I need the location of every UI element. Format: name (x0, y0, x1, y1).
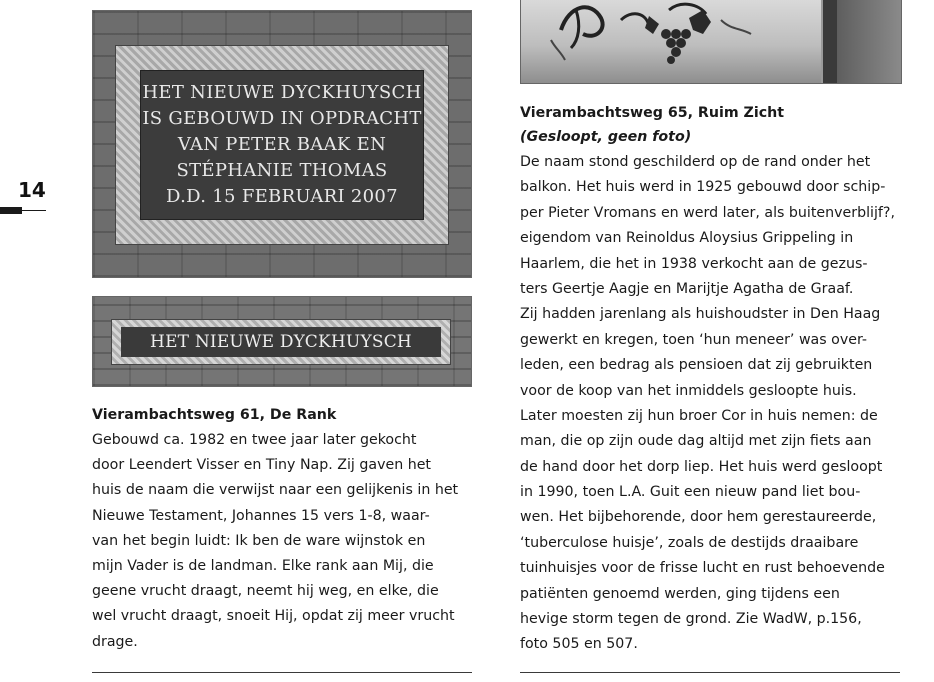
article-line: wen. Het bijbehorende, door hem gerestaureerde, (520, 509, 877, 526)
article-line: door Leendert Visser en Tiny Nap. Zij gaven het (92, 457, 431, 474)
plaque-line: IS GEBOUWD IN OPDRACHT (142, 108, 422, 129)
article-line: ‘tuberculose huisje’, zoals de destijds draaibare (520, 534, 859, 551)
article-subheading: (Gesloopt, geen foto) (520, 129, 692, 145)
article-line: ters Geertje Aagje en Marijtje Agatha de Graaf. (520, 280, 854, 297)
article-heading: Vierambachtsweg 61, De Rank (92, 407, 337, 423)
article-line: tuinhuisjes voor de frisse lucht en rust behoevende (520, 560, 885, 577)
plaque-line: D.D. 15 FEBRUARI 2007 (166, 186, 398, 207)
page-marker (0, 207, 46, 214)
article-vierambachtsweg-61 (92, 404, 472, 655)
house-name-text: HET NIEUWE DYCKHUYSCH (150, 332, 412, 352)
article-line: Nieuwe Testament, Johannes 15 vers 1-8, waar- (92, 507, 430, 524)
article-line: leden, een bedrag als pensioen dat zij gebruikten (520, 357, 873, 374)
article-line: wel vrucht draagt, snoeit Hij, opdat zij meer vrucht (92, 608, 455, 625)
article-line: gewerkt en kregen, toen ‘hun meneer’ was over- (520, 331, 867, 348)
article-line: Zij hadden jarenlang als huishoudster in Den Haag (520, 306, 881, 323)
column-divider-left (92, 672, 472, 673)
house-name-plaque-photo (92, 296, 472, 387)
page-number: 14 (18, 178, 46, 202)
house-name-plaque (111, 319, 451, 365)
plaque-line: STÉPHANIE THOMAS (176, 160, 388, 181)
stone-plaque (115, 45, 449, 245)
column-divider-right (520, 672, 900, 673)
article-line: de hand door het dorp liep. Het huis werd gesloopt (520, 458, 883, 475)
plaque-photo-inscription (92, 10, 472, 278)
article-line: in 1990, toen L.A. Guit een nieuw pand liet bou- (520, 484, 861, 501)
article-line: huis de naam die verwijst naar een gelijkenis in het (92, 482, 459, 499)
article-line: Haarlem, die het in 1938 verkocht aan de gezus- (520, 255, 868, 272)
photo-post (823, 0, 837, 83)
article-line: man, die op zijn oude dag altijd met zijn fiets aan (520, 433, 872, 450)
article-line: per Pieter Vromans en werd later, als buitenverblijf?, (520, 204, 895, 221)
article-line: balkon. Het huis werd in 1925 gebouwd door schip- (520, 179, 886, 196)
article-line: mijn Vader is de landman. Elke rank aan Mij, die (92, 557, 434, 574)
house-name-inscription (121, 327, 441, 357)
article-line: De naam stond geschilderd op de rand onder het (520, 154, 871, 170)
article-line: drage. (92, 633, 138, 650)
article-line: patiënten genoemd werden, ging tijdens een (520, 585, 840, 602)
grape-ornament-graphic (521, 0, 821, 83)
photo-background (837, 0, 901, 83)
article-vierambachtsweg-65 (520, 102, 900, 658)
article-line: eigendom van Reinoldus Aloysius Grippeling in (520, 230, 854, 247)
painted-sign-photo (520, 0, 902, 84)
article-heading: Vierambachtsweg 65, Ruim Zicht (520, 105, 784, 121)
article-line: foto 505 en 507. (520, 636, 638, 653)
article-line: geene vrucht draagt, neemt hij weg, en elke, die (92, 583, 439, 600)
article-line: Later moesten zij hun broer Cor in huis nemen: de (520, 407, 878, 424)
article-line: voor de koop van het inmiddels gesloopte huis. (520, 382, 857, 399)
article-line: van het begin luidt: Ik ben de ware wijnstok en (92, 532, 426, 549)
plaque-line: HET NIEUWE DYCKHUYSCH (142, 82, 422, 103)
page-marker-line (22, 210, 46, 211)
page-marker-bar (0, 207, 22, 214)
article-line: hevige storm tegen de grond. Zie WadW, p.156, (520, 611, 862, 628)
article-line: Gebouwd ca. 1982 en twee jaar later gekocht (92, 432, 417, 448)
plaque-inscription (140, 70, 424, 220)
plaque-line: VAN PETER BAAK EN (177, 134, 387, 155)
